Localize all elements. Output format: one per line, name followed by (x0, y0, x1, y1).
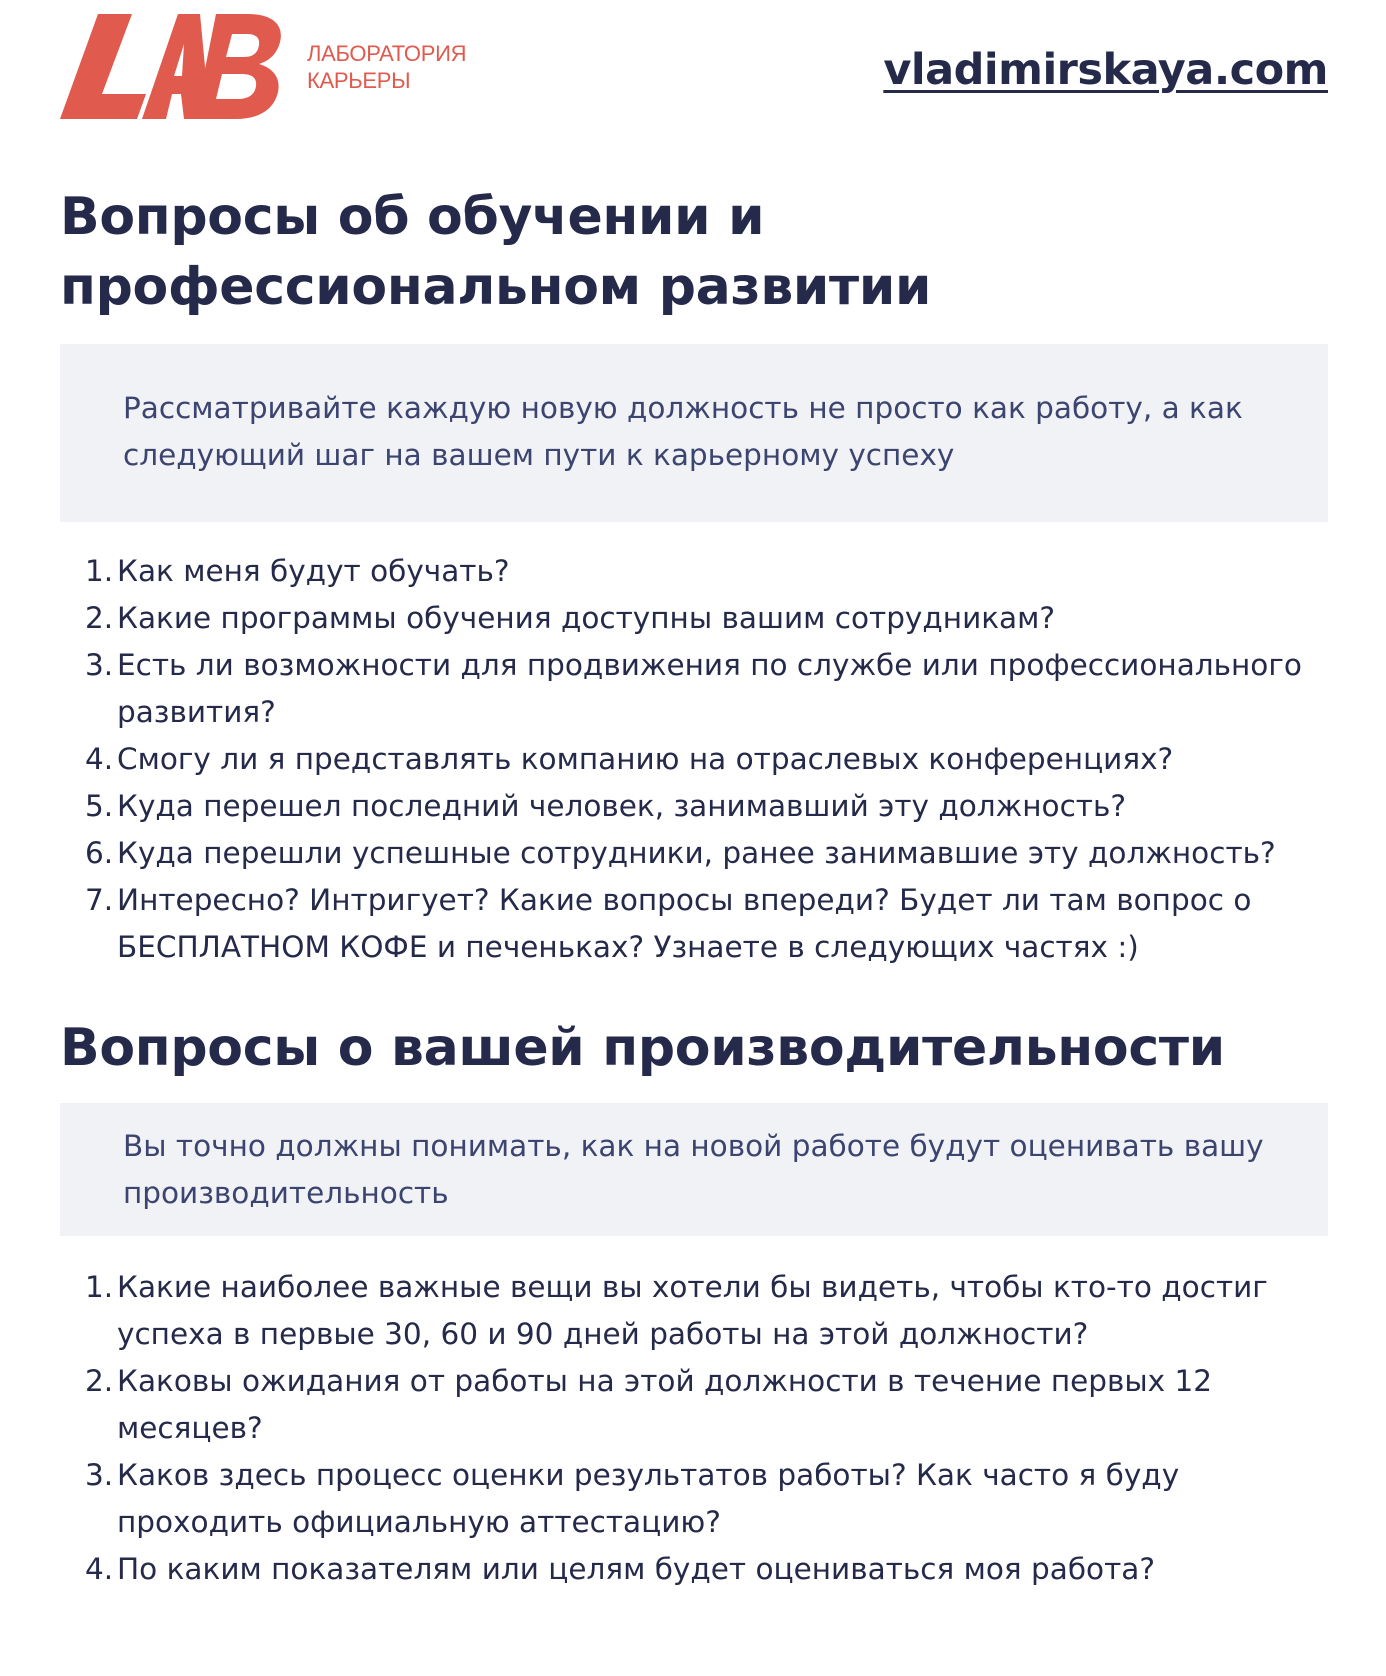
list-item-number: 1. (85, 554, 114, 588)
list-item-text: Куда перешел последний человек, занимавший эту должность? (117, 789, 1127, 823)
section-title-training-line-1: Вопросы об обучении и (60, 187, 765, 247)
list-item-number: 5. (85, 789, 114, 823)
list-item-text: Интересно? Интригует? Какие вопросы впереди? Будет ли там вопрос о БЕСПЛАТНОМ КОФЕ и печеньках? Узнаете в следующих частях :) (117, 883, 1252, 964)
list-item-text: Каковы ожидания от работы на этой должности в течение первых 12 месяцев? (117, 1364, 1213, 1445)
list-item (0, 642, 1328, 736)
list-item-number: 3. (85, 648, 114, 682)
list-item-number: 4. (85, 742, 114, 776)
list-item (0, 1358, 1328, 1452)
list-item-text: Куда перешли успешные сотрудники, ранее занимавшие эту должность? (117, 836, 1276, 870)
list-item-text: Смогу ли я представлять компанию на отраслевых конференциях? (117, 742, 1174, 776)
list-item-number: 3. (85, 1458, 114, 1492)
list-item-text: Как меня будут обучать? (117, 554, 510, 588)
list-item (0, 595, 1328, 642)
training-questions-list (0, 548, 1328, 971)
list-item-text: Каков здесь процесс оценки результатов работы? Как часто я буду проходить официальную аттестацию? (117, 1458, 1180, 1539)
list-item (0, 830, 1328, 877)
list-item (0, 1264, 1328, 1358)
callout-performance: Вы точно должны понимать, как на новой работе будут оценивать вашу производительность (60, 1103, 1328, 1236)
section-title-performance (60, 1013, 1320, 1083)
list-item (0, 877, 1328, 971)
list-item-number: 2. (85, 601, 114, 635)
performance-questions-list (0, 1264, 1328, 1593)
section-title-performance-line-1: Вопросы о вашей производительности (60, 1018, 1225, 1078)
list-item-text: Какие программы обучения доступны вашим сотрудникам? (117, 601, 1056, 635)
section-title-training-line-2: профессиональном развитии (60, 257, 932, 317)
logo-caption (307, 40, 466, 94)
list-item-text: Какие наиболее важные вещи вы хотели бы видеть, чтобы кто-то достиг успеха в первые 30, 60 и 90 дней работы на этой должности? (117, 1270, 1268, 1351)
list-item (0, 1546, 1328, 1593)
list-item-number: 1. (85, 1270, 114, 1304)
list-item-number: 6. (85, 836, 114, 870)
list-item-number: 2. (85, 1364, 114, 1398)
page-header (60, 14, 1328, 126)
list-item (0, 736, 1328, 783)
section-title-training (60, 182, 1320, 322)
site-link[interactable]: vladimirskaya.com (883, 45, 1328, 95)
list-item-text: По каким показателям или целям будет оцениваться моя работа? (117, 1552, 1155, 1586)
list-item-number: 4. (85, 1552, 114, 1586)
list-item (0, 548, 1328, 595)
list-item (0, 1452, 1328, 1546)
list-item (0, 783, 1328, 830)
list-item-text: Есть ли возможности для продвижения по службе или профессионального развития? (117, 648, 1302, 729)
logo-caption-line-1: ЛАБОРАТОРИЯ (307, 41, 467, 66)
logo-caption-line-2: КАРЬЕРЫ (307, 68, 411, 93)
lab-logo (60, 14, 285, 119)
callout-training: Рассматривайте каждую новую должность не просто как работу, а как следующий шаг на вашем пути к карьерному успеху (60, 344, 1328, 522)
list-item-number: 7. (85, 883, 114, 917)
